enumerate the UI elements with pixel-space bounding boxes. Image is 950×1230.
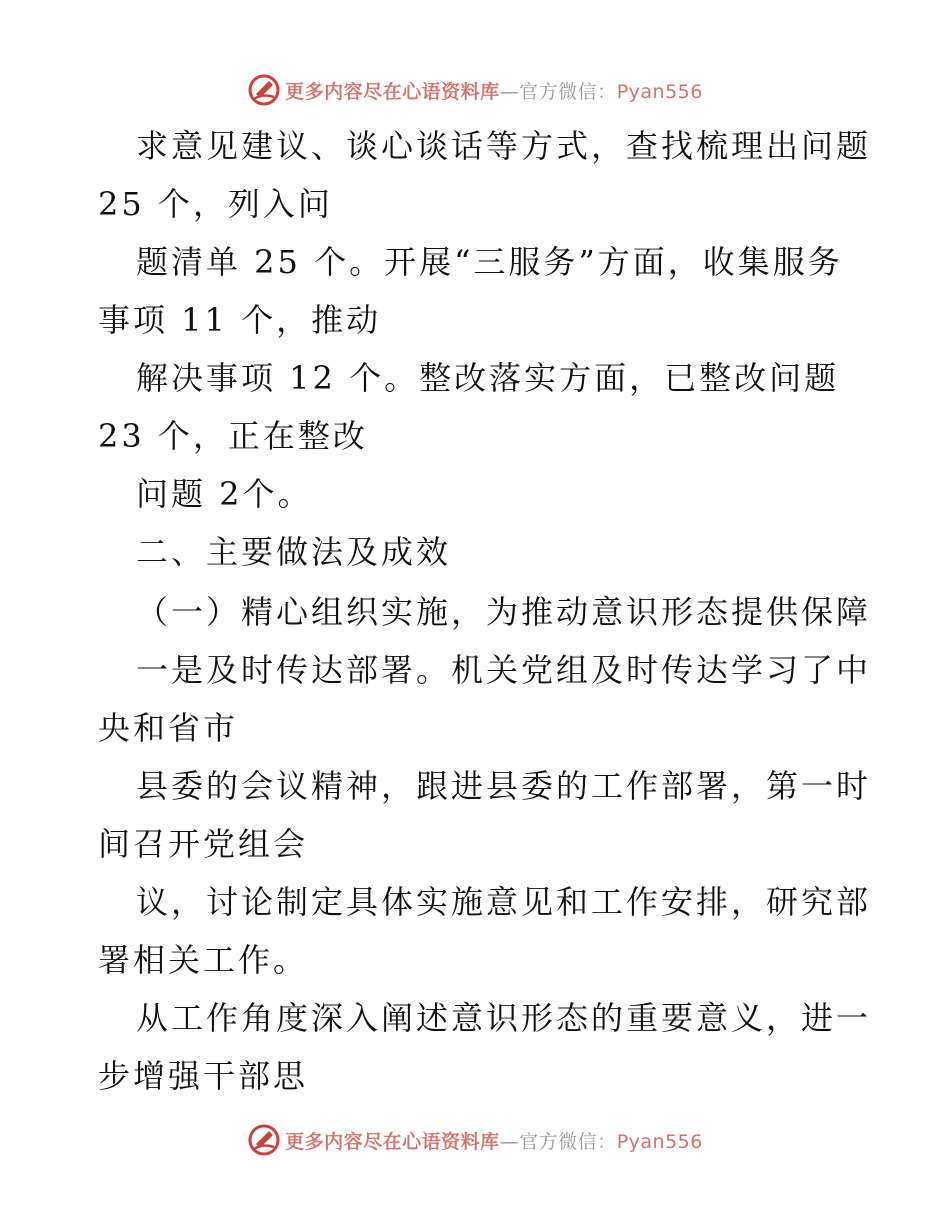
text-line: 从工作角度深入阐述意识形态的重要意义，进一 bbox=[136, 999, 872, 1037]
text-line: 步增强干部思 bbox=[98, 1057, 309, 1095]
watermark-main-text: 更多内容尽在心语资料库 bbox=[285, 80, 500, 103]
text-line: 23 个，正在整改 bbox=[98, 417, 368, 455]
watermark-wechat-id: Pyan556 bbox=[616, 1130, 703, 1153]
text-line: 间召开党组会 bbox=[98, 825, 309, 863]
stamp-logo-icon bbox=[247, 1123, 281, 1157]
text-line: 议，讨论制定具体实施意见和工作安排，研究部 bbox=[136, 883, 872, 921]
text-line: 题清单 25 个。开展“三服务”方面，收集服务 bbox=[136, 243, 843, 281]
text-line: 25 个，列入问 bbox=[98, 185, 333, 223]
watermark-separator: — bbox=[499, 80, 520, 103]
watermark-wechat-label: 官方微信： bbox=[519, 80, 617, 103]
watermark-main-text: 更多内容尽在心语资料库 bbox=[285, 1130, 500, 1153]
text-line: 一是及时传达部署。机关党组及时传达学习了中 bbox=[136, 651, 872, 689]
watermark-wechat-id: Pyan556 bbox=[616, 80, 703, 103]
text-line: 县委的会议精神，跟进县委的工作部署，第一时 bbox=[136, 767, 872, 805]
text-line: 央和省市 bbox=[98, 709, 239, 747]
text-line: 问题 2个。 bbox=[136, 475, 313, 513]
text-line: 求意见建议、谈心谈话等方式，查找梳理出问题 bbox=[136, 127, 872, 165]
subsection-heading: （一）精心组织实施，为推动意识形态提供保障 bbox=[136, 593, 872, 631]
text-line: 署相关工作。 bbox=[98, 941, 309, 979]
watermark-wechat-label: 官方微信： bbox=[519, 1130, 617, 1153]
footer-watermark bbox=[0, 1120, 950, 1160]
text-line: 事项 11 个，推动 bbox=[98, 301, 382, 339]
text-line: 解决事项 12 个。整改落实方面，已整改问题 bbox=[136, 359, 840, 397]
section-heading: 二、主要做法及成效 bbox=[136, 533, 452, 571]
watermark-separator: — bbox=[499, 1130, 520, 1153]
